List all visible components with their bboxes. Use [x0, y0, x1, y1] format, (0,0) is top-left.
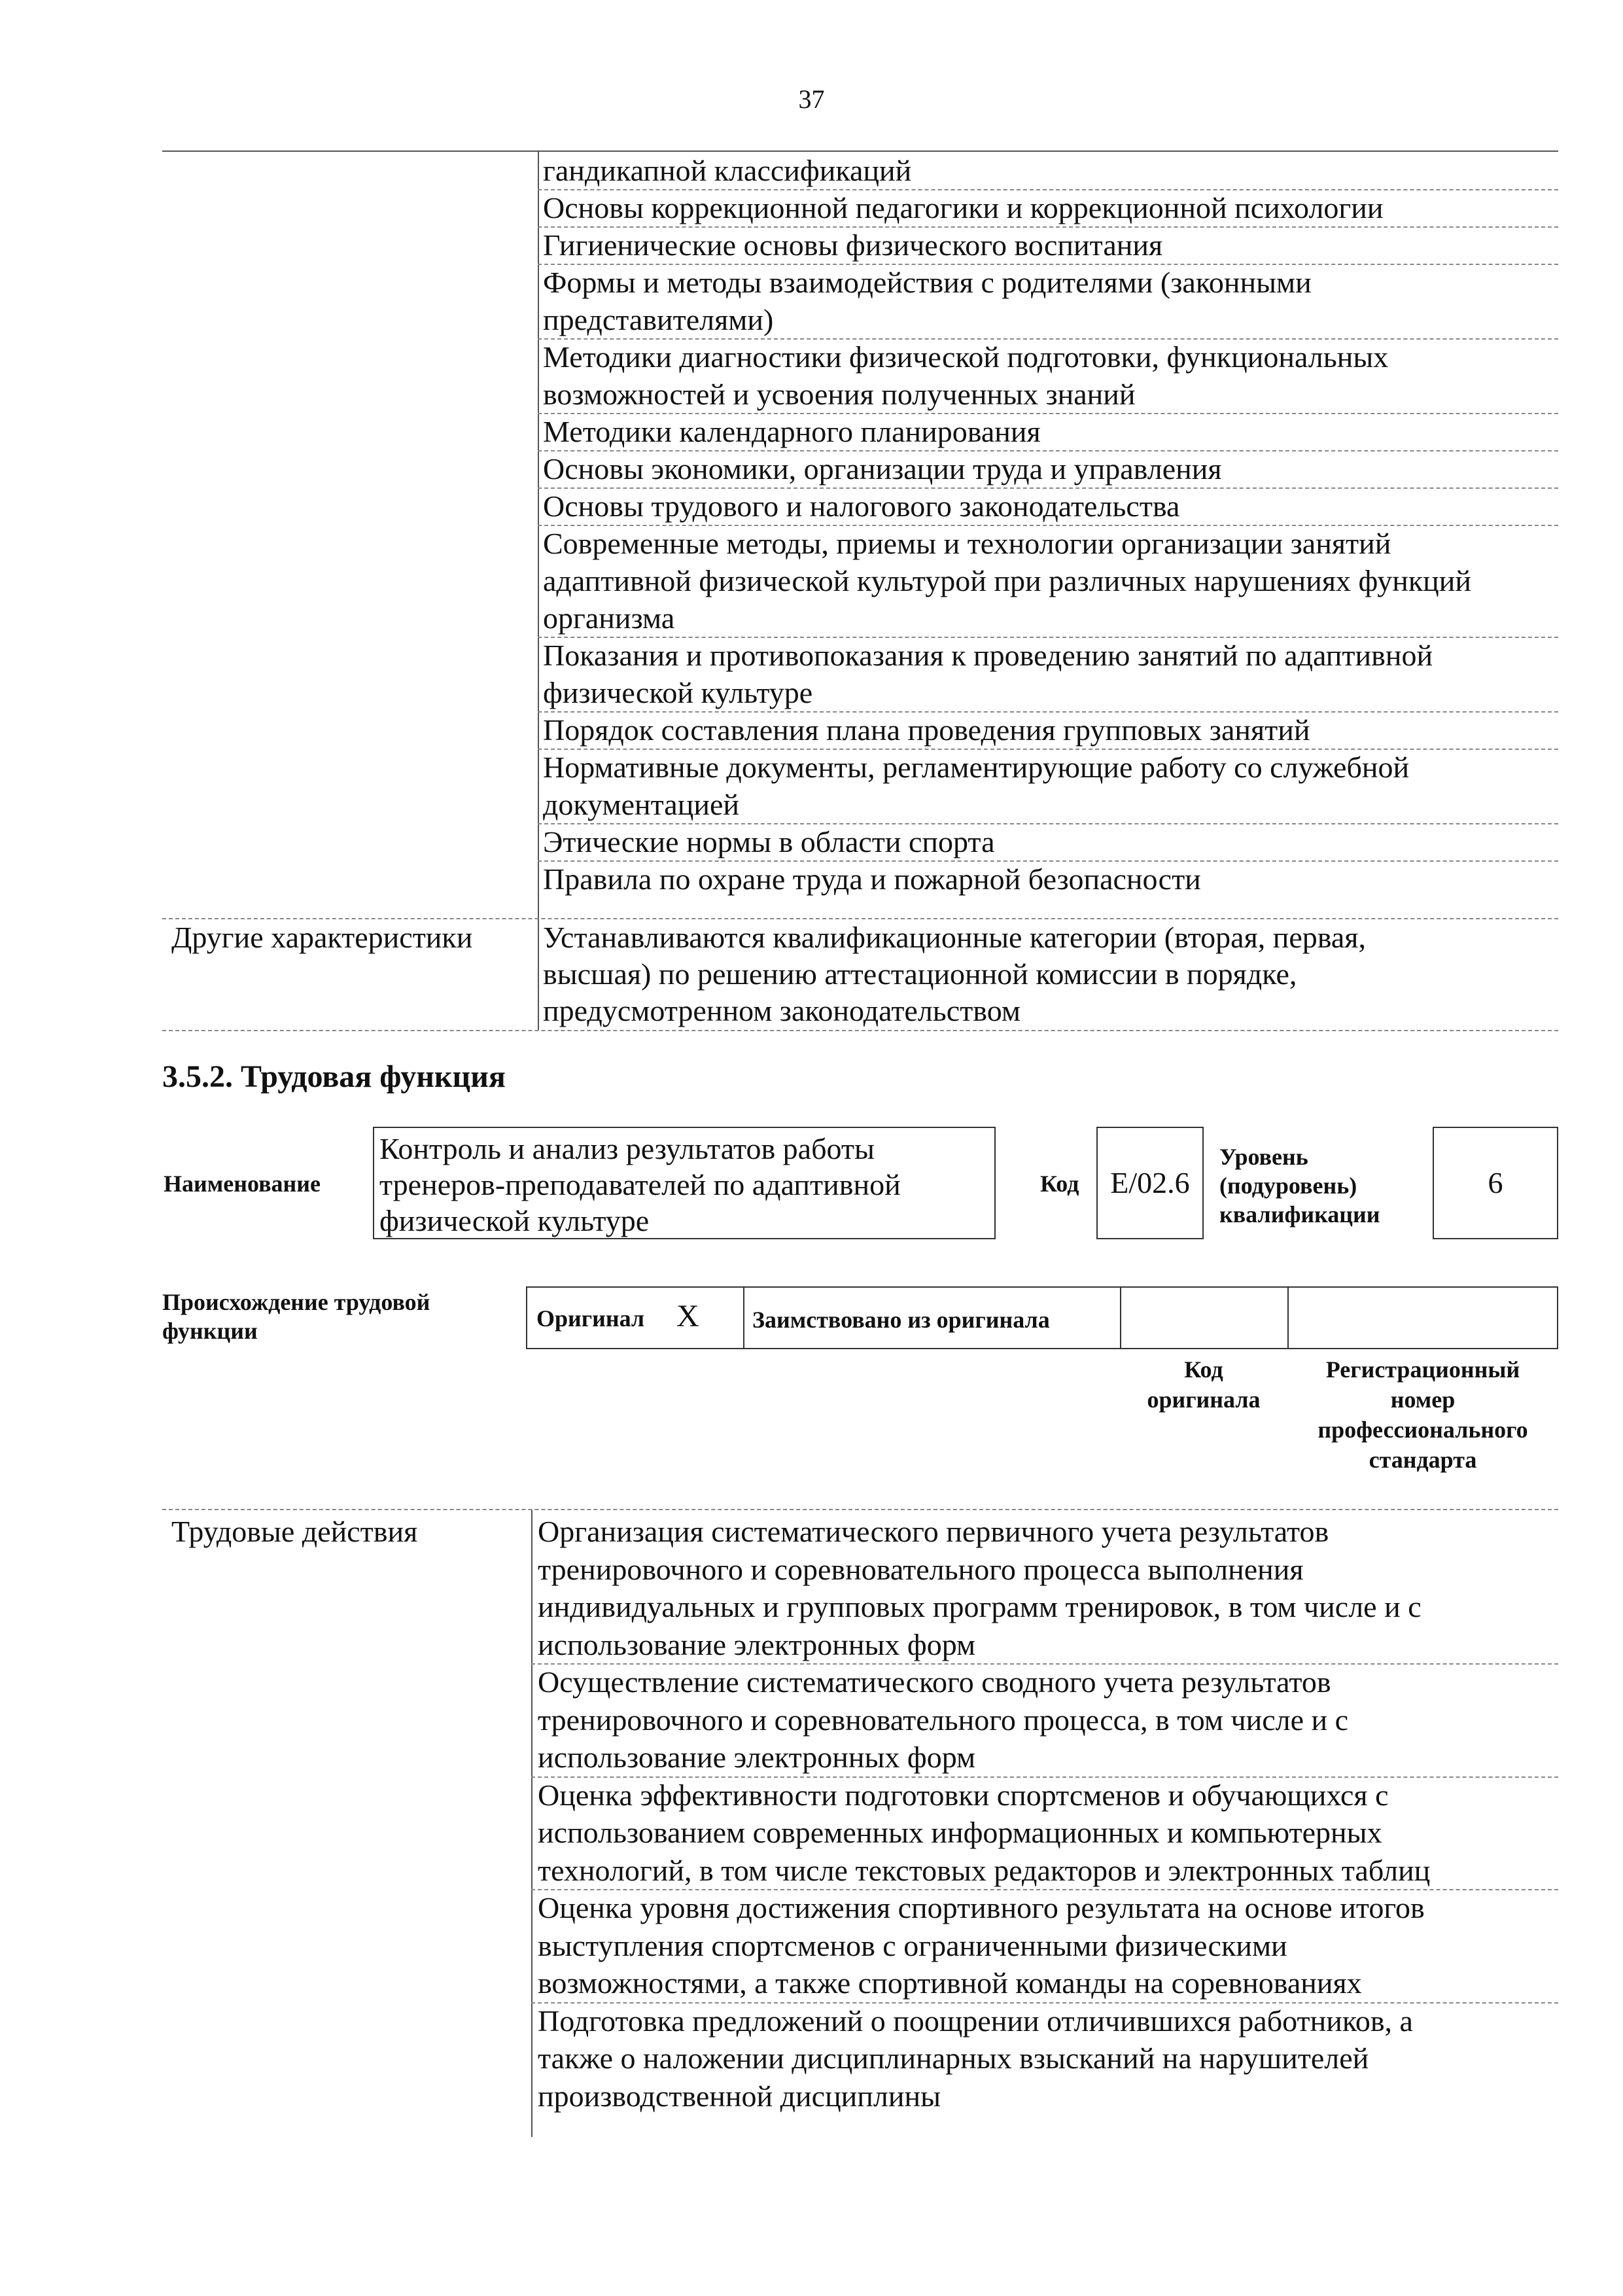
knowledge-item-line: Методики диагностики физической подготовки, функциональных [543, 340, 1389, 374]
knowledge-item-line: организма [543, 601, 675, 635]
knowledge-item-line: физической культуре [543, 676, 813, 709]
other-characteristics-label: Другие характеристики [171, 921, 473, 954]
other-characteristics-line: высшая) по решению аттестационной комиссии в порядке, [543, 957, 1297, 991]
knowledge-item-line: Формы и методы взаимодействия с родителями (законными [543, 266, 1312, 299]
labor-action-line: Осуществление систематического сводного учета результатов [538, 1665, 1331, 1699]
other-characteristics-line: Устанавливаются квалификационные категории (вторая, первая, [543, 921, 1366, 954]
table-bottom-border [162, 1030, 1558, 1031]
labor-action-line: тренировочного и соревновательного процесса, в том числе и с [538, 1703, 1349, 1737]
labor-action-line: Оценка эффективности подготовки спортсменов и обучающихся с [538, 1778, 1389, 1812]
table-column-divider [538, 152, 539, 1030]
level-label-line-3: квалификации [1219, 1201, 1380, 1227]
labor-action-line: Оценка уровня достижения спортивного результата на основе итогов [538, 1891, 1425, 1924]
other-characteristics-line: предусмотренном законодательством [543, 994, 1021, 1027]
section-heading: 3.5.2. Трудовая функция [162, 1059, 506, 1094]
original-label: Оригинал [536, 1305, 645, 1332]
original-mark: X [676, 1299, 699, 1333]
original-code-caption-line-2: оригинала [1147, 1386, 1261, 1413]
name-label: Наименование [164, 1171, 321, 1197]
labor-table-column-divider [531, 1510, 532, 2137]
level-label-line-2: (подуровень) [1219, 1173, 1357, 1199]
knowledge-item-line: Показания и противопоказания к проведению занятий по адаптивной [543, 639, 1433, 672]
original-code-caption-line-1: Код [1184, 1356, 1223, 1383]
knowledge-item-line: Нормативные документы, регламентирующие работу со служебной [543, 751, 1410, 784]
function-name-line-3: физической культуре [379, 1204, 650, 1237]
knowledge-item-line: гандикапной классификаций [543, 154, 912, 187]
labor-action-line: Подготовка предложений о поощрении отличившихся работников, а [538, 2004, 1413, 2038]
page-number: 37 [798, 84, 825, 114]
function-name-line-2: тренеров-преподавателей по адаптивной [379, 1168, 901, 1201]
origin-label-line-1: Происхождение трудовой [162, 1289, 430, 1315]
labor-action-line: индивидуальных и групповых программ тренировок, в том числе и с [538, 1590, 1422, 1623]
knowledge-item-line: Гигиенические основы физического воспитания [543, 228, 1163, 262]
origin-divider-1 [743, 1286, 744, 1349]
labor-table-top-border [162, 1509, 1558, 1510]
function-name-box [373, 1127, 996, 1239]
knowledge-item-line: Правила по охране труда и пожарной безопасности [543, 862, 1201, 896]
labor-actions-label: Трудовые действия [171, 1515, 418, 1548]
labor-action-line: использованием современных информационных и компьютерных [538, 1816, 1382, 1849]
original-code-caption [1120, 1354, 1287, 1415]
function-code-value: E/02.6 [1110, 1166, 1190, 1199]
labor-action-line: выступления спортсменов с ограниченными физическими [538, 1928, 1287, 1962]
knowledge-item-line: Основы экономики, организации труда и управления [543, 452, 1222, 486]
qualification-level-box [1433, 1127, 1558, 1239]
qualification-level-value: 6 [1488, 1166, 1503, 1199]
knowledge-item-line: представителями) [543, 303, 774, 336]
knowledge-item-line: Порядок составления плана проведения групповых занятий [543, 713, 1310, 747]
knowledge-item-line: документацией [543, 788, 739, 821]
labor-action-line: использование электронных форм [538, 1627, 976, 1661]
level-label [1219, 1142, 1380, 1229]
knowledge-item-line: возможностей и усвоения полученных знаний [543, 378, 1136, 411]
borrowed-label: Заимствовано из оригинала [752, 1307, 1050, 1333]
knowledge-item-line: Методики календарного планирования [543, 415, 1041, 448]
labor-action-line: производственной дисциплины [538, 2079, 941, 2113]
origin-divider-2 [1120, 1286, 1121, 1349]
code-label: Код [1040, 1171, 1079, 1197]
function-name-line-1: Контроль и анализ результатов работы [379, 1132, 875, 1165]
knowledge-item-line: Основы трудового и налогового законодательства [543, 489, 1180, 523]
labor-action-line: тренировочного и соревновательного процесса выполнения [538, 1552, 1304, 1586]
registration-caption-line-2: номер [1390, 1386, 1456, 1413]
labor-action-line: технологий, в том числе текстовых редакторов и электронных таблиц [538, 1853, 1431, 1887]
labor-action-line: Организация систематического первичного учета результатов [538, 1515, 1329, 1548]
registration-number-caption [1287, 1354, 1558, 1475]
registration-caption-line-1: Регистрационный [1325, 1356, 1520, 1383]
labor-action-line: использование электронных форм [538, 1740, 976, 1774]
function-code-box [1096, 1127, 1204, 1239]
origin-divider-3 [1287, 1286, 1289, 1349]
knowledge-item-line: адаптивной физической культурой при различных нарушениях функций [543, 564, 1472, 597]
registration-caption-line-4: стандарта [1369, 1447, 1477, 1473]
knowledge-item-line: Современные методы, приемы и технологии организации занятий [543, 527, 1391, 560]
origin-label-line-2: функции [162, 1318, 258, 1344]
knowledge-item-line: Этические нормы в области спорта [543, 825, 995, 858]
labor-action-line: также о наложении дисциплинарных взысканий на нарушителей [538, 2041, 1369, 2075]
level-label-line-1: Уровень [1219, 1144, 1308, 1170]
knowledge-item-line: Основы коррекционной педагогики и коррекционной психологии [543, 191, 1384, 224]
origin-label [162, 1288, 430, 1345]
registration-caption-line-3: профессионального [1318, 1417, 1528, 1443]
labor-action-line: возможностями, а также спортивной команды на соревнованиях [538, 1966, 1362, 2000]
